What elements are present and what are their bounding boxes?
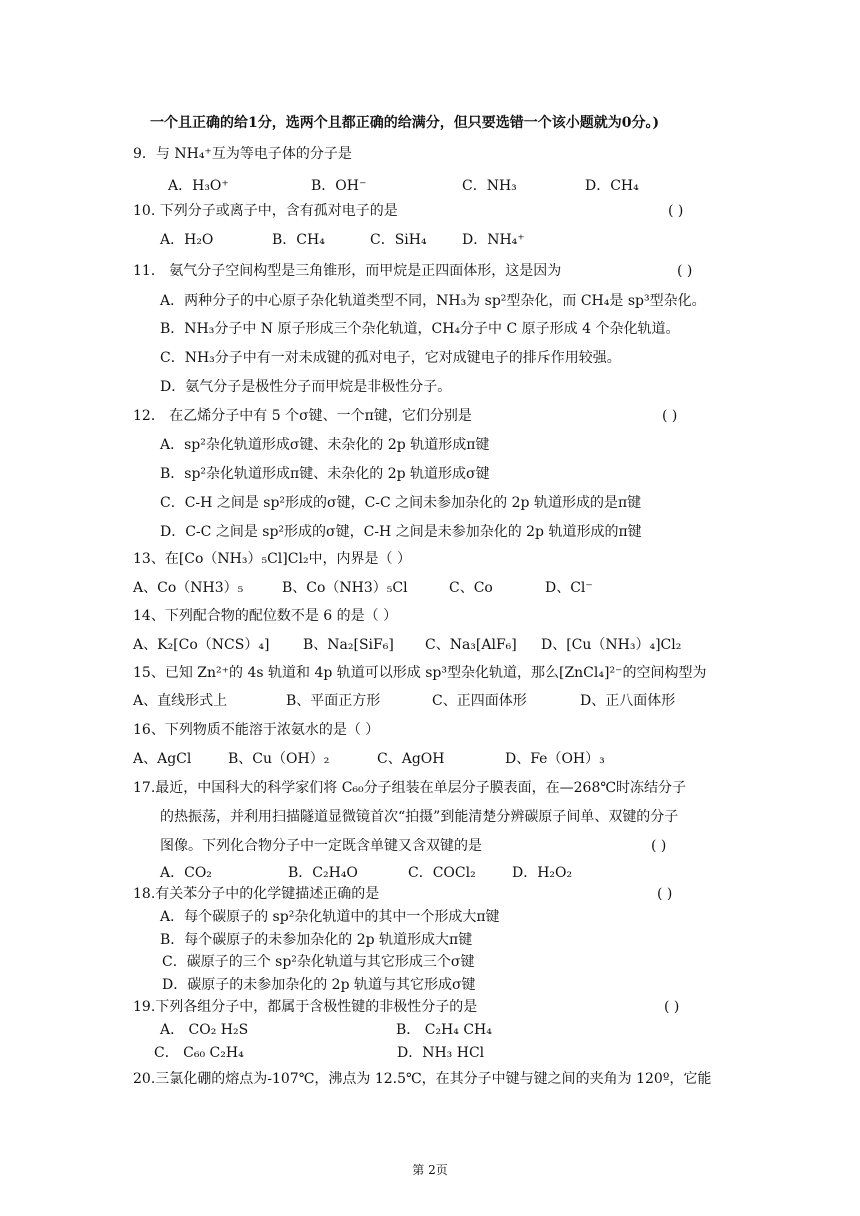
q10-answer-blank: ( ) [668,203,684,219]
q12-option-d: D．C-C 之间是 sp²形成的σ键，C-H 之间是未参加杂化的 2p 轨道形成的π键 [160,524,642,540]
q18-option-b: B．每个碳原子的未参加杂化的 2p 轨道形成大π键 [160,932,473,948]
q12-option-b: B．sp²杂化轨道形成π键、未杂化的 2p 轨道形成σ键 [160,466,490,482]
question-11-stem: 11． 氨气分子空间构型是三角锥形，而甲烷是正四面体形，这是因为 [133,263,562,279]
q14-option-c: C、Na₃[AlF₆] [425,637,517,653]
q17-option-d: D．H₂O₂ [512,865,573,881]
q18-option-c: C．碳原子的三个 sp²杂化轨道与其它形成三个σ键 [162,954,475,970]
q9-option-a: A．H₃O⁺ [168,178,229,194]
q11-option-d: D．氨气分子是极性分子而甲烷是非极性分子。 [160,379,452,395]
q16-option-d: D、Fe（OH）₃ [505,751,605,767]
question-15-stem: 15、已知 Zn²⁺的 4s 轨道和 4p 轨道可以形成 sp³型杂化轨道，那么[ZnCl₄]²⁻的空间构型为 [133,665,707,681]
q10-option-b: B．CH₄ [272,232,325,248]
question-17-stem-line-3: 图像。下列化合物分子中一定既含单键又含双键的是 [160,838,482,854]
q11-option-b: B．NH₃分子中 N 原子形成三个杂化轨道，CH₄分子中 C 原子形成 4 个杂化轨道。 [160,321,680,337]
q16-option-c: C、AgOH [377,751,445,767]
question-16-stem: 16、下列物质不能溶于浓氨水的是（ ） [133,722,380,738]
q13-option-a: A、Co（NH3）₅ [133,580,244,596]
q15-option-d: D、正八面体形 [580,693,676,709]
instruction-note: 一个且正确的给1分，选两个且都正确的给满分，但只要选错一个该小题就为0分。) [150,115,660,131]
question-18-stem: 18.有关苯分子中的化学键描述正确的是 [133,886,380,902]
q17-option-c: C．COCl₂ [408,865,476,881]
q17-option-a: A．CO₂ [160,865,212,881]
q10-option-a: A．H₂O [160,232,214,248]
q12-option-a: A．sp²杂化轨道形成σ键、未杂化的 2p 轨道形成π键 [160,437,490,453]
question-14-stem: 14、下列配合物的配位数不是 6 的是（ ） [133,608,398,624]
q10-option-c: C．SiH₄ [370,232,427,248]
q9-option-b: B．OH⁻ [311,178,367,194]
q19-option-a: A． CO₂ H₂S [160,1022,249,1038]
q13-option-b: B、Co（NH3）₅Cl [282,580,408,596]
q14-option-a: A、K₂[Co（NCS）₄] [133,637,270,653]
q19-option-b: B． C₂H₄ CH₄ [396,1022,492,1038]
q9-option-c: C．NH₃ [462,178,517,194]
question-12-stem: 12． 在乙烯分子中有 5 个σ键、一个π键，它们分别是 [133,408,472,424]
q13-option-d: D、Cl⁻ [545,580,593,596]
q18-option-d: D．碳原子的未参加杂化的 2p 轨道与其它形成σ键 [162,977,476,993]
question-20-stem: 20.三氯化硼的熔点为-107℃，沸点为 12.5℃，在其分子中键与键之间的夹角为 120º，它能 [133,1071,712,1087]
q10-option-d: D．NH₄⁺ [462,232,525,248]
page-number: 第 2页 [412,1163,448,1177]
q12-option-c: C．C-H 之间是 sp²形成的σ键，C-C 之间未参加杂化的 2p 轨道形成的是π键 [160,495,642,511]
q19-option-c: C． C₆₀ C₂H₄ [154,1045,244,1061]
q18-option-a: A．每个碳原子的 sp²杂化轨道中的其中一个形成大π键 [160,909,500,925]
q17-option-b: B．C₂H₄O [288,865,358,881]
q15-option-c: C、正四面体形 [432,693,527,709]
q15-option-a: A、直线形式上 [133,693,228,709]
q19-option-d: D．NH₃ HCl [397,1045,485,1061]
q16-option-a: A、AgCl [133,751,192,767]
question-10-stem: 10. 下列分子或离子中，含有孤对电子的是 [133,203,398,219]
q9-option-d: D．CH₄ [585,178,639,194]
q11-option-c: C．NH₃分子中有一对未成键的孤对电子，它对成键电子的排斥作用较强。 [160,350,621,366]
q11-answer-blank: ( ) [677,263,693,279]
q17-answer-blank: ( ) [651,838,667,854]
question-17-stem-line-1: 17.最近，中国科大的科学家们将 C₆₀分子组装在单层分子膜表面，在—268℃时冻结分子 [133,780,687,796]
q12-answer-blank: ( ) [662,408,678,424]
question-13-stem: 13、在[Co（NH₃）₅Cl]Cl₂中，内界是（ ） [133,551,412,567]
q14-option-b: B、Na₂[SiF₆] [303,637,394,653]
question-19-stem: 19.下列各组分子中，都属于含极性键的非极性分子的是 [133,999,478,1015]
question-17-stem-line-2: 的热振荡，并利用扫描隧道显微镜首次“拍摄”到能清楚分辨碳原子间单、双键的分子 [160,809,679,825]
q16-option-b: B、Cu（OH）₂ [228,751,330,767]
q18-answer-blank: ( ) [657,886,673,902]
q19-answer-blank: ( ) [664,999,680,1015]
q14-option-d: D、[Cu（NH₃）₄]Cl₂ [541,637,682,653]
q13-option-c: C、Co [449,580,493,596]
question-9-stem: 9．与 NH₄⁺互为等电子体的分子是 [133,146,352,162]
q15-option-b: B、平面正方形 [286,693,381,709]
q11-option-a: A．两种分子的中心原子杂化轨道类型不同，NH₃为 sp²型杂化，而 CH₄是 sp³型杂化。 [160,293,706,309]
